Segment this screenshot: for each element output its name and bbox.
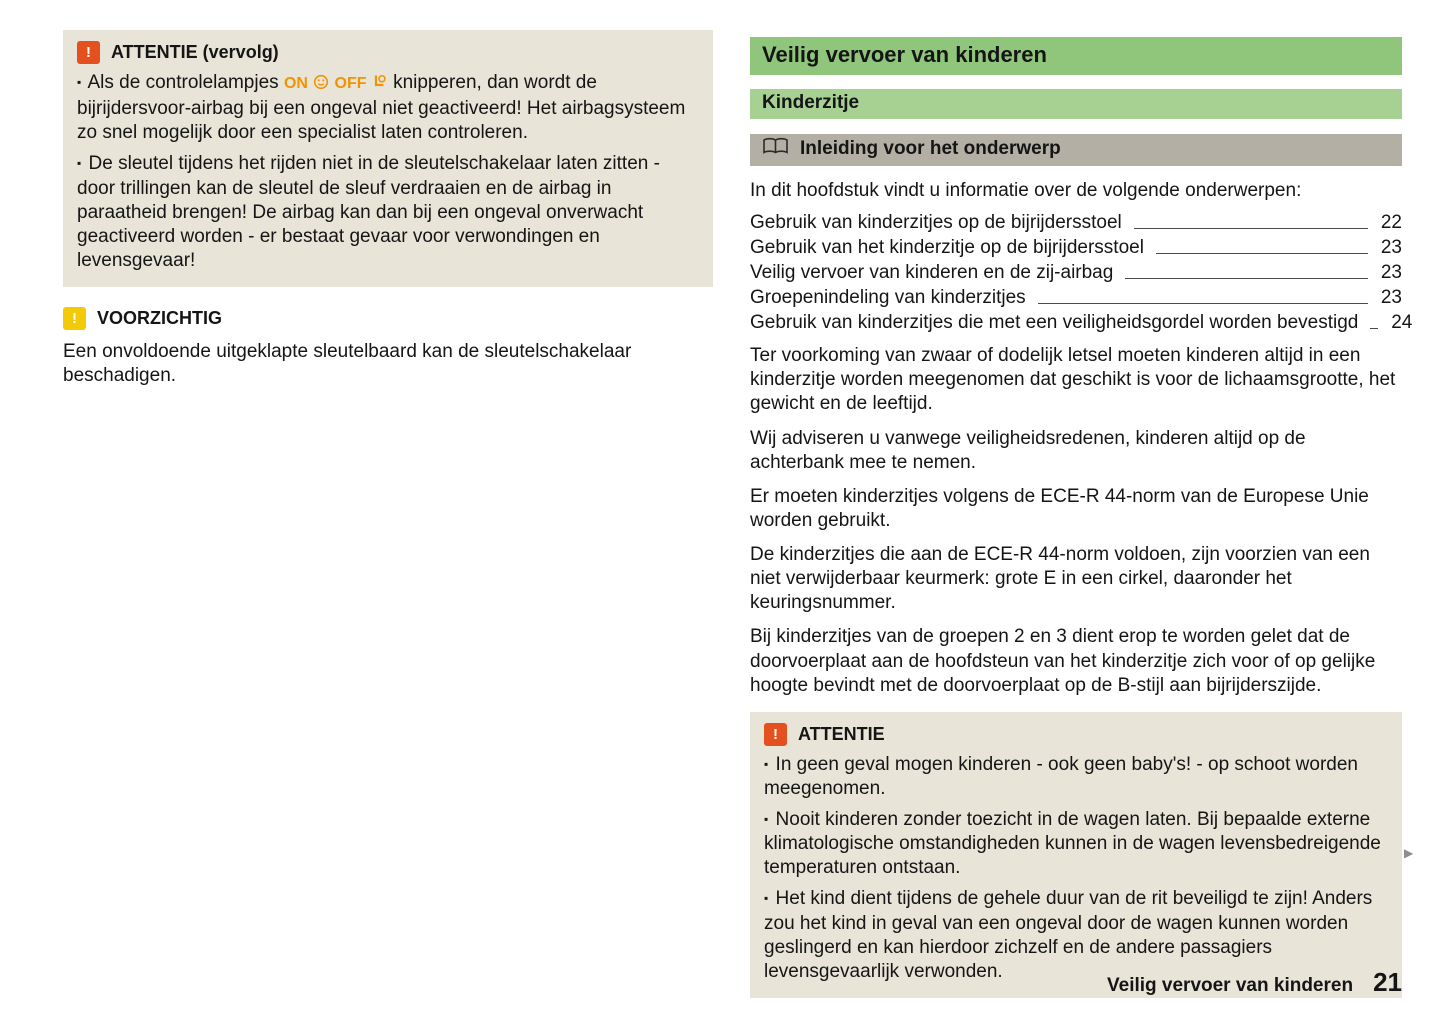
toc-label: Gebruik van kinderzitjes op de bijrijdersstoel — [750, 212, 1122, 234]
toc-entry[interactable] — [750, 287, 1402, 309]
attention-item — [77, 152, 699, 273]
toc-label: Groepenindeling van kinderzitjes — [750, 287, 1026, 309]
attention-box-title: ATTENTIE — [798, 723, 885, 744]
table-of-contents — [750, 212, 1413, 334]
chapter-title-bar: Veilig vervoer van kinderen — [750, 37, 1402, 75]
toc-entry[interactable] — [750, 237, 1402, 259]
airbag-off-indicator-icon — [372, 73, 388, 97]
bullet-marker: ▪ — [764, 891, 769, 906]
caution-icon: ! — [63, 307, 86, 330]
toc-page-number: 24 — [1391, 312, 1413, 334]
attention-box-header — [77, 41, 699, 64]
attention-item-text: In geen geval mogen kinderen - ook geen baby's! - op schoot worden meegenomen. — [764, 753, 1358, 799]
section-title-bar: Kinderzitje — [750, 89, 1402, 119]
toc-entry[interactable] — [750, 312, 1413, 334]
caution-section — [63, 307, 713, 388]
toc-label: Veilig vervoer van kinderen en de zij-airbag — [750, 262, 1114, 284]
open-book-icon — [762, 137, 789, 161]
attention-item-text: knipperen, dan wordt de bijrijdersvoor-airbag bij een ongeval niet geactiveerd! Het airbagsysteem zo snel mogelijk door een specialist laten controleren. — [77, 72, 686, 144]
toc-leader-line — [1038, 303, 1368, 304]
body-paragraph: Ter voorkoming van zwaar of dodelijk letsel moeten kinderen altijd in een kinderzitje worden meegenomen dat geschikt is voor de lichaamsgrootte, het gewicht en de leeftijd. — [750, 345, 1396, 415]
toc-entry[interactable] — [750, 212, 1402, 234]
attention-item — [764, 753, 1388, 801]
attention-box-title: ATTENTIE (vervolg) — [111, 42, 279, 62]
attention-item-text: Als de controlelampjes — [87, 72, 279, 93]
body-paragraph: Er moeten kinderzitjes volgens de ECE-R 44-norm van de Europese Unie worden gebruikt. — [750, 485, 1369, 531]
attention-icon: ! — [764, 723, 787, 746]
indicator-on-label: ON — [283, 75, 308, 92]
attention-item-text: Nooit kinderen zonder toezicht in de wagen laten. Bij bepaalde externe klimatologische omstandigheden kunnen in de wagen levensbedreigende temperaturen ontstaan. — [764, 809, 1381, 879]
toc-page-number: 23 — [1380, 287, 1402, 309]
toc-entry[interactable] — [750, 262, 1402, 284]
body-paragraph: Wij adviseren u vanwege veiligheidsredenen, kinderen altijd op de achterbank mee te nemen. — [750, 427, 1306, 473]
body-paragraph: Bij kinderzitjes van de groepen 2 en 3 dient erop te worden gelet dat de doorvoerplaat aan de hoofdsteun van het kinderzitje zich voor of op gelijke hoogte bevindt met de doorvoerplaat op de B-stijl aan bijrijderszijde. — [750, 626, 1376, 696]
caution-header — [63, 307, 713, 330]
indicator-off-label: OFF — [334, 75, 367, 92]
toc-label: Gebruik van kinderzitjes die met een veiligheidsgordel worden bevestigd — [750, 312, 1359, 334]
attention-item — [764, 808, 1388, 880]
footer-section-title: Veilig vervoer van kinderen — [1107, 975, 1354, 996]
caution-text: Een onvoldoende uitgeklapte sleutelbaard kan de sleutelschakelaar beschadigen. — [63, 341, 632, 387]
toc-page-number: 23 — [1380, 262, 1402, 284]
toc-intro-text: In dit hoofdstuk vindt u informatie over de volgende onderwerpen: — [750, 180, 1302, 201]
attention-item — [77, 71, 699, 145]
toc-leader-line — [1134, 228, 1368, 229]
bullet-marker: ▪ — [77, 156, 82, 171]
attention-box — [750, 712, 1402, 998]
right-column — [750, 37, 1413, 998]
continuation-arrow-icon: ▶ — [1404, 846, 1414, 860]
attention-item-text: De sleutel tijdens het rijden niet in de sleutelschakelaar laten zitten - door trillingen kan de sleutel de sleuf verdraaien en de airbag in paraatheid brengen! De airbag kan dan bij een ongeval onverwacht geactiveerd worden - er bestaat gevaar voor verwondingen en levensgevaar! — [77, 153, 660, 271]
toc-page-number: 23 — [1380, 237, 1402, 259]
footer-page-number: 21 — [1373, 967, 1402, 997]
attention-box-header — [764, 723, 1388, 746]
bullet-marker: ▪ — [764, 756, 769, 771]
caution-title: VOORZICHTIG — [97, 308, 222, 328]
airbag-on-indicator-icon — [313, 73, 329, 97]
toc-page-number: 22 — [1380, 212, 1402, 234]
topic-intro-title: Inleiding voor het onderwerp — [800, 138, 1061, 159]
topic-intro-bar — [750, 134, 1402, 166]
toc-label: Gebruik van het kinderzitje op de bijrijdersstoel — [750, 237, 1144, 259]
bullet-marker: ▪ — [764, 812, 769, 826]
body-paragraph: De kinderzitjes die aan de ECE-R 44-norm voldoen, zijn voorzien van een niet verwijderbaar keurmerk: grote E in een cirkel, daaronder het keuringsnummer. — [750, 544, 1370, 614]
page-footer — [1107, 967, 1402, 998]
toc-leader-line — [1370, 328, 1378, 329]
bullet-marker: ▪ — [77, 75, 82, 89]
left-column — [63, 30, 713, 388]
toc-leader-line — [1125, 278, 1368, 279]
attention-continued-box — [63, 30, 713, 287]
attention-icon: ! — [77, 41, 100, 64]
toc-leader-line — [1156, 253, 1368, 254]
attention-item-text: Het kind dient tijdens de gehele duur van de rit beveiligd te zijn! Anders zou het kind in geval van een ongeval door de wagen kunnen worden geslingerd en kan hierdoor zichzelf en de andere passagiers levensgevaarlijk verwonden. — [764, 888, 1373, 982]
